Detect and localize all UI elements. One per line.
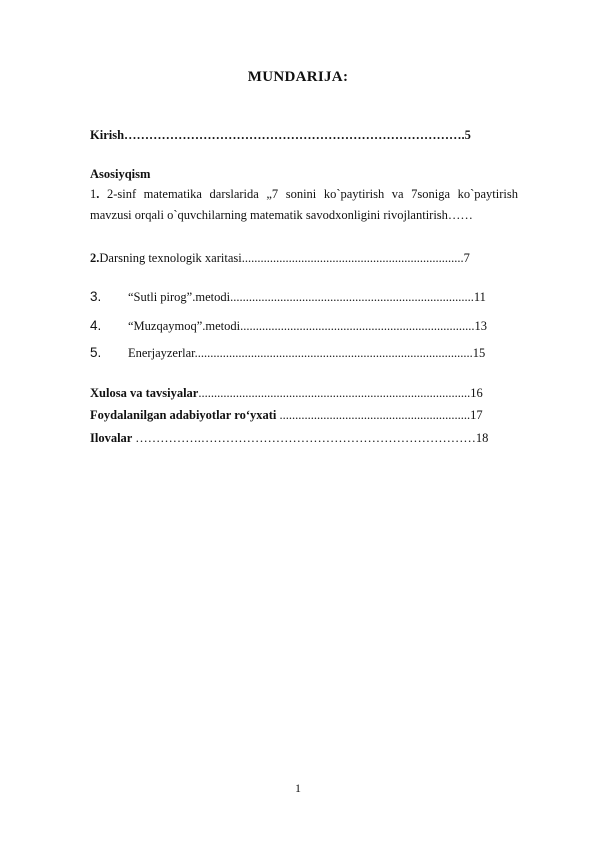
page-title: MUNDARIJA: [247,69,349,85]
toc-section-heading: Asosiyqism [90,167,151,181]
toc-entry-kirish: Kirish……………………………………………………………………….5 [90,128,471,142]
toc-entry-1-line1 [90,184,518,205]
toc-entry-4-number: 4. [90,318,102,333]
toc-entry-5-text: Enerjayzerlar.........................................................................................15 [128,346,486,360]
toc-entry-3 [90,289,486,305]
toc-entry-1 [90,184,518,226]
toc-entry-4 [90,318,487,334]
toc-entry-ilovalar-dots: …………….…………………………………………………………18 [135,431,489,445]
toc-entry-5-number: 5. [90,345,102,360]
toc-entry-ilovalar-label: Ilovalar [90,431,136,445]
toc-entry-5 [90,345,485,361]
toc-entry-foydalanilgan-label: Foydalanilgan adabiyotlar ro‘yxati [90,408,280,422]
toc-entry-2-text: Darsning texnologik xaritasi.......................................................................7 [99,251,470,265]
toc-entry-2 [90,251,470,266]
toc-entry-3-number: 3. [90,289,102,304]
toc-entry-foydalanilgan-dots: .............................................................17 [279,408,483,422]
page-number: 1 [295,781,301,795]
toc-entry-1-line2: mavzusi orqali o`quvchilarning matematik savodxonligini rivojlantirish…… [90,208,473,222]
toc-entry-ilovalar [90,431,488,446]
toc-entry-xulosa [90,386,483,401]
toc-entry-1-number: 1 [90,187,97,201]
toc-entry-4-text: “Muzqaymoq”.metodi...........................................................................13 [128,319,487,333]
toc-entry-1-separator: . [96,187,107,201]
toc-entry-xulosa-dots: .......................................................................................16 [198,386,483,400]
toc-entry-xulosa-label: Xulosa va tavsiyalar [90,386,199,400]
toc-entry-1-text: 2-sinf matematika darslarida „7 sonini ko`paytirish va 7soniga ko`paytirish [106,187,519,201]
toc-entry-2-number: 2. [90,251,100,265]
toc-entry-3-text: “Sutli pirog”.metodi..............................................................................11 [128,290,486,304]
toc-entry-foydalanilgan [90,408,483,423]
